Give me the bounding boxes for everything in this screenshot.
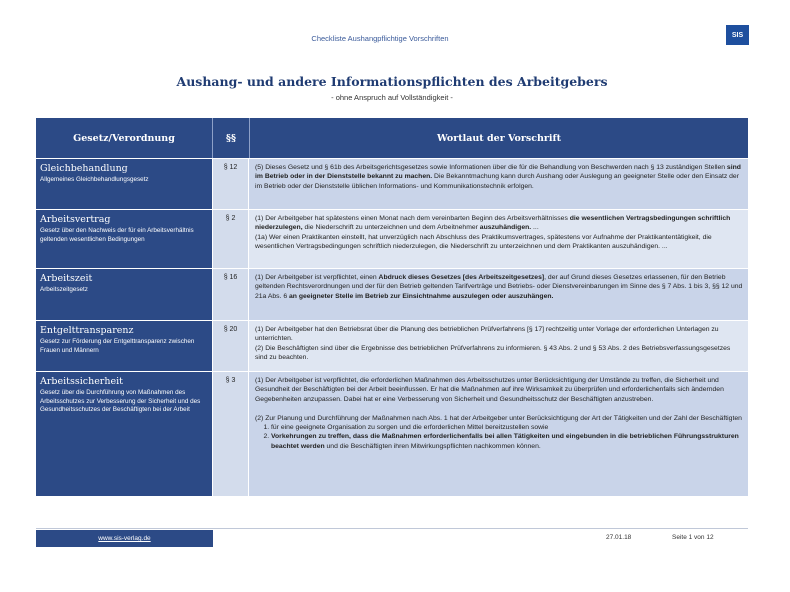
law-description: Gesetz über die Durchführung von Maßnahmen des Arbeitsschutzes zur Verbesserung der Sicherheit und des Gesundheitsschutzes der Beschäftigten bei der Arbeit (40, 389, 201, 414)
wording-text-bold: auszuhändigen. (479, 224, 532, 232)
table-row (36, 372, 748, 496)
wording-text-bold: Abdruck dieses Gesetzes [des Arbeitszeitgesetzes] (378, 274, 545, 281)
law-name: Arbeitssicherheit (40, 376, 123, 387)
wording-cell (249, 372, 748, 496)
paragraph-cell: § 20 (212, 321, 249, 371)
law-name: Arbeitsvertrag (40, 214, 111, 225)
law-description: Gesetz zur Förderung der Entgelttransparenz zwischen Frauen und Männern (40, 338, 195, 354)
wording-text: , der auf Grund dieses Gesetzes erlassenen, für den Betrieb geltenden Rechtsverordnungen und der für den Betrieb geltenden Tarifverträge und Betriebs- oder Dienstvereinbarungen im Sinne des § 7 Abs. 1 bis 3, §§ 12 und 21a Abs. 6 (255, 274, 743, 300)
wording-text: (1) Der Arbeitgeber hat spätestens einen Monat nach dem vereinbarten Beginn des Arbeitsverhältnisses (255, 215, 570, 222)
law-cell (36, 210, 212, 268)
table-header (36, 118, 748, 158)
wording-text-bold: sind im Betrieb oder in der Dienststelle bekannt zu machen. (255, 164, 741, 181)
header-title: Checkliste Aushangpflichtige Vorschriften (311, 34, 449, 43)
law-cell (36, 269, 212, 320)
wording-text: ... (531, 224, 539, 232)
wording-text: (5) Dieses Gesetz und § 61b des Arbeitsgerichtsgesetzes sowie Informationen über die für die Behandlung von Beschwerden nach § 13 zuständigen Stellen (255, 164, 727, 171)
document-title: Aushang- und andere Informationspflichten des Arbeitgebers (176, 74, 608, 89)
wording-text: die Niederschrift zu unterzeichnen und dem Arbeitnehmer (302, 224, 480, 232)
wording-text: Die Bekanntmachung kann durch Aushang oder Auslegung an geeigneter Stelle oder den Einsatz der im Betrieb oder der Dienststelle üblichen Informations- und Kommunikationstechnik erfolgen. (255, 173, 739, 190)
law-description: Gesetz über den Nachweis der für ein Arbeitsverhältnis geltenden wesentlichen Bedingungen (40, 227, 194, 243)
list-item-text-bold: Vorkehrungen zu treffen, dass die Maßnahmen erforderlichenfalls bei allen Tätigkeiten und eingebunden in die betrieblichen Führungsstrukturen beachtet werden (271, 433, 739, 450)
law-cell (36, 159, 212, 209)
regulations-table (36, 118, 748, 496)
law-description: Allgemeines Gleichbehandlungsgesetz (40, 176, 149, 183)
law-name: Arbeitszeit (40, 273, 93, 284)
wording-cell (249, 321, 748, 371)
column-header-paragraph: §§ (212, 118, 250, 158)
list-item (271, 423, 744, 432)
wording-text: (1) Der Arbeitgeber hat den Betriebsrat über die Planung des betrieblichen Prüfverfahrens [§ 17] rechtzeitig unter Vorlage der erforderlichen Unterlagen zu unterrichten. (255, 326, 719, 343)
table-row (36, 269, 748, 320)
footer-date: 27.01.18 (606, 534, 632, 541)
column-header-law: Gesetz/Verordnung (73, 132, 175, 144)
list-item (271, 432, 744, 451)
table-row (36, 210, 748, 268)
paragraph-cell: § 3 (212, 372, 249, 496)
law-cell (36, 321, 212, 371)
wording-cell (249, 269, 748, 320)
law-name: Entgelttransparenz (40, 325, 134, 336)
law-name: Gleichbehandlung (40, 163, 128, 174)
wording-text: (2) Die Beschäftigten sind über die Ergebnisse des betrieblichen Prüfverfahrens zu informieren. § 43 Abs. 2 und § 53 Abs. 2 des Betriebsverfassungsgesetzes sind zu beachten. (255, 344, 731, 362)
sis-logo: SIS (726, 25, 749, 45)
page-indicator: Seite 1 von 12 (672, 534, 714, 541)
wording-text: (1a) Wer einen Praktikanten einstellt, hat unverzüglich nach Abschluss des Praktikumsvertrages, spätestens vor Aufnahme der Praktikantentätigkeit, die wesentlichen Vertragsbedingungen schriftlich niederzulegen, die Niederschrift zu unterzeichnen und dem Praktikanten auszuhändigen. ... (255, 233, 712, 251)
table-row (36, 321, 748, 371)
paragraph-cell: § 12 (212, 159, 249, 209)
footer-divider (36, 528, 748, 529)
table-row (36, 159, 748, 209)
column-header-wording: Wortlaut der Vorschrift (437, 132, 561, 144)
law-cell (36, 372, 212, 496)
wording-text: (2) Zur Planung und Durchführung der Maßnahmen nach Abs. 1 hat der Arbeitgeber unter Berücksichtigung der Art der Tätigkeiten und der Zahl der Beschäftigten (255, 414, 742, 422)
list-item-text: für eine geeignete Organisation zu sorgen und die erforderlichen Mittel bereitzustellen sowie (271, 424, 549, 432)
wording-cell (249, 159, 748, 209)
paragraph-cell: § 2 (212, 210, 249, 268)
wording-text-bold: an geeigneter Stelle im Betrieb zur Einsichtnahme auszulegen oder auszuhängen. (289, 292, 554, 300)
law-description: Arbeitszeitgesetz (40, 286, 88, 293)
measures-list (255, 423, 744, 451)
document-subtitle: - ohne Anspruch auf Vollständigkeit - (331, 93, 453, 102)
paragraph-cell: § 16 (212, 269, 249, 320)
wording-text: (1) Der Arbeitgeber ist verpflichtet, die erforderlichen Maßnahmen des Arbeitsschutzes unter Berücksichtigung der Umstände zu treffen, die Sicherheit und Gesundheit der Beschäftigten bei der Arbeit beeinflussen. Er hat die Maßnahmen auf ihre Wirksamkeit zu überprüfen und erforderlichenfalls sich ändernden Gegebenheiten anzupassen. Dabei hat er eine Verbesserung von Sicherheit und Gesundheitsschutz der Beschäftigten anzustreben. (255, 377, 724, 403)
website-link[interactable]: www.sis-verlag.de (36, 530, 213, 547)
wording-cell (249, 210, 748, 268)
list-item-text: und die Beschäftigten ihren Mitwirkungspflichten nachkommen können. (324, 442, 541, 450)
footer (36, 530, 748, 547)
wording-text-bold: die wesentlichen Vertragsbedingungen schriftlich niederzulegen, (255, 215, 731, 232)
wording-text: (1) Der Arbeitgeber ist verpflichtet, einen (255, 274, 379, 281)
